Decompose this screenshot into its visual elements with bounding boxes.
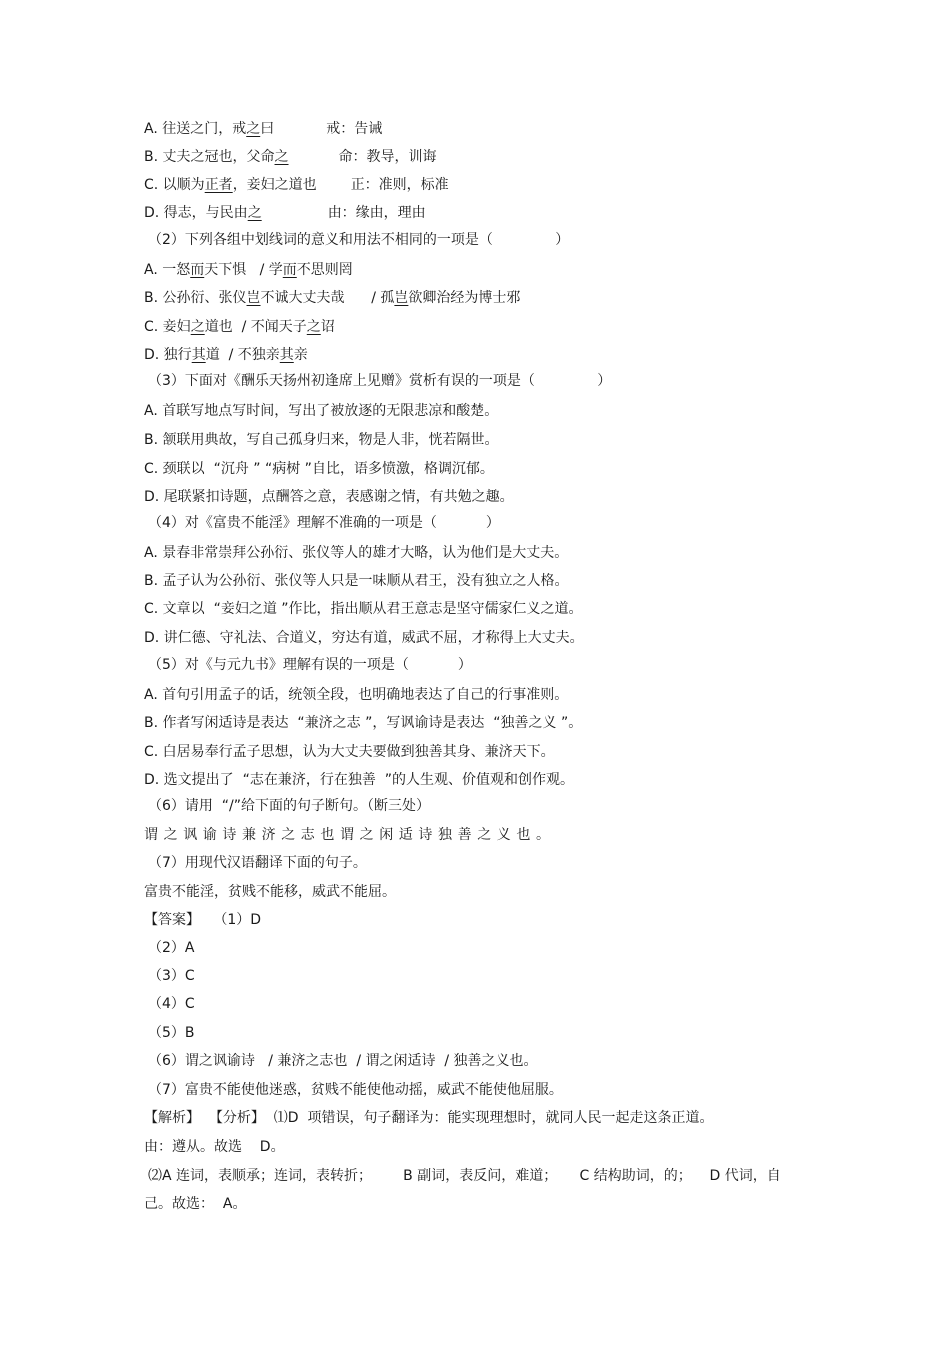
q5-option-a: A. 首句引用孟子的话，统领全段，也明确地表达了自己的行事准则。 (144, 687, 569, 703)
q3-option-d: D. 尾联紧扣诗题，点酬答之意，表感谢之情，有共勉之趣。 (144, 489, 514, 505)
q3-option-c: C. 颈联以 “沉舟 ” “病树 ”自比，语多愤激，格调沉郁。 (144, 461, 494, 477)
q5-option-b: B. 作者写闲适诗是表达 “兼济之志 ”，写讽谕诗是表达 “独善之义 ”。 (144, 715, 583, 731)
q3-option-b: B. 颔联用典故，写自己孤身归来，物是人非，恍若隔世。 (144, 432, 499, 448)
q6-stem: （6）请用 “/”给下面的句子断句。（断三处） (148, 798, 431, 814)
q1-option-d: D. 得志，与民由之 由：缘由，理由 (144, 205, 426, 221)
q2-option-c: C. 妾妇之道也 / 不闻天子之诏 (144, 319, 335, 335)
answer-4: （4）C (148, 996, 195, 1012)
q1-option-a: A. 往送之门，戒之曰 戒：告诫 (144, 121, 383, 137)
answer-5: （5）B (148, 1025, 195, 1041)
q4-option-a: A. 景春非常崇拜公孙衍、张仪等人的雄才大略，认为他们是大丈夫。 (144, 545, 569, 561)
q1-option-b-note: 命：教导，训诲 (338, 149, 437, 165)
analysis-line-2: 由：遵从。故选 D。 (144, 1139, 285, 1155)
q4-option-c: C. 文章以 “妾妇之道 ”作比，指出顺从君王意志是坚守儒家仁义之道。 (144, 601, 583, 617)
answer-2: （2）A (148, 940, 195, 956)
q3-option-a: A. 首联写地点写时间，写出了被放逐的无限悲凉和酸楚。 (144, 403, 499, 419)
q3-stem: （3）下面对《酬乐天扬州初逢席上见赠》赏析有误的一项是（ ） (148, 373, 612, 389)
q1-option-c-note: 正：准则，标准 (350, 177, 449, 193)
q4-option-b: B. 孟子认为公孙衍、张仪等人只是一味顺从君王，没有独立之人格。 (144, 573, 569, 589)
answers-heading: 【答案】 （1）D (144, 912, 262, 928)
q2-option-d: D. 独行其道 / 不独亲其亲 (144, 347, 308, 363)
q2-stem: （2）下列各组中划线词的意义和用法不相同的一项是（ ） (148, 232, 570, 248)
analysis-line-1: 【解析】 【分析】 ⑴D 项错误，句子翻译为：能实现理想时，就同人民一起走这条正道。 (144, 1110, 714, 1126)
q7-sentence: 富贵不能淫，贫贱不能移，威武不能屈。 (144, 884, 396, 900)
analysis-line-3: ⑵A 连词，表顺承；连词，表转折； B 副词，表反问，难道； C 结构助词，的； D 代词，自 (148, 1168, 781, 1184)
analysis-line-4: 己。故选： A。 (144, 1196, 247, 1212)
q4-stem: （4）对《富贵不能淫》理解不准确的一项是（ ） (148, 515, 500, 531)
q2-option-a: A. 一怒而天下惧 / 学而不思则罔 (144, 262, 353, 278)
q1-option-a-note: 戒：告诫 (326, 121, 383, 137)
q2-option-b: B. 公孙衍、张仪岂不诚大丈夫哉 / 孤岂欲卿治经为博士邪 (144, 290, 521, 306)
answer-3: （3）C (148, 968, 195, 984)
q1-option-b: B. 丈夫之冠也，父命之 命：教导，训诲 (144, 149, 437, 165)
q7-stem: （7）用现代汉语翻译下面的句子。 (148, 855, 367, 871)
q1-option-d-note: 由：缘由，理由 (327, 205, 426, 221)
answer-6: （6）谓之讽谕诗 / 兼济之志也 / 谓之闲适诗 / 独善之义也。 (148, 1053, 538, 1069)
answer-7: （7）富贵不能使他迷惑，贫贱不能使他动摇，威武不能使他屈服。 (148, 1082, 563, 1098)
q1-option-c: C. 以顺为正者，妾妇之道也 正：准则，标准 (144, 177, 449, 193)
q5-option-d: D. 选文提出了 “志在兼济，行在独善 ”的人生观、价值观和创作观。 (144, 772, 574, 788)
q6-sentence: 谓之讽谕诗兼济之志也谓之闲适诗独善之义也。 (144, 827, 556, 843)
q5-stem: （5）对《与元九书》理解有误的一项是（ ） (148, 657, 472, 673)
q4-option-d: D. 讲仁德、守礼法、合道义，穷达有道，威武不屈，才称得上大丈夫。 (144, 630, 584, 646)
q5-option-c: C. 白居易奉行孟子思想，认为大丈夫要做到独善其身、兼济天下。 (144, 744, 555, 760)
